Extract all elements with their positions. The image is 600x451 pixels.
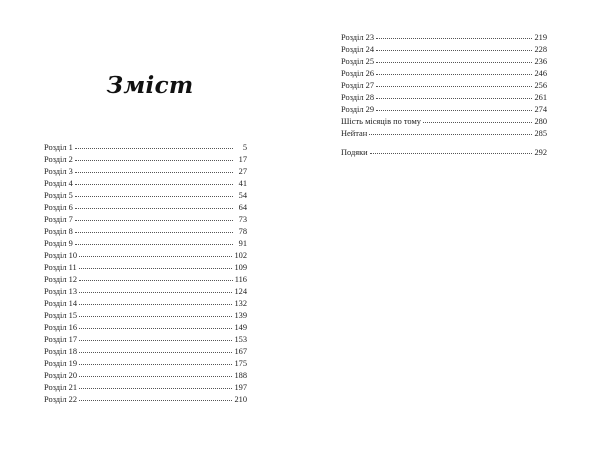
dot-leader	[376, 90, 532, 99]
dot-leader	[79, 308, 232, 317]
toc-entry-page-number: 274	[534, 105, 547, 114]
toc-title: Зміст	[106, 72, 194, 99]
toc-entry-label: Нейтан	[341, 129, 368, 138]
toc-entry-page-number: 219	[534, 33, 547, 42]
toc-entry-page-number: 197	[234, 383, 247, 392]
toc-entry-label: Розділ 4	[44, 179, 73, 188]
dot-leader	[79, 320, 232, 329]
toc-entry-label: Розділ 15	[44, 311, 78, 320]
dot-leader	[75, 176, 233, 185]
toc-entry[interactable]	[341, 146, 547, 158]
toc-entry-label: Розділ 13	[44, 287, 78, 296]
dot-leader	[79, 356, 232, 365]
toc-entry-page-number: 153	[234, 335, 247, 344]
dot-leader	[376, 42, 532, 51]
dot-leader	[75, 152, 233, 161]
dot-leader	[79, 392, 232, 401]
toc-entry-page-number: 102	[234, 251, 247, 260]
dot-leader	[376, 54, 532, 63]
toc-entry-label: Розділ 28	[341, 93, 375, 102]
toc-entry-page-number: 27	[238, 167, 247, 176]
toc-entry-label: Розділ 3	[44, 167, 73, 176]
toc-entry-page-number: 149	[234, 323, 247, 332]
toc-entry-page-number: 64	[238, 203, 247, 212]
dot-leader	[79, 332, 232, 341]
dot-leader	[370, 145, 533, 154]
toc-entry-page-number: 167	[234, 347, 247, 356]
toc-entry-page-number: 41	[238, 179, 247, 188]
toc-entry-label: Розділ 14	[44, 299, 78, 308]
toc-entry-label: Розділ 6	[44, 203, 73, 212]
dot-leader	[75, 212, 233, 221]
toc-entry-label: Розділ 8	[44, 227, 73, 236]
toc-entry-label: Розділ 21	[44, 383, 78, 392]
dot-leader	[79, 284, 232, 293]
toc-entry-label: Розділ 2	[44, 155, 73, 164]
toc-entry-label: Розділ 1	[44, 143, 73, 152]
toc-entry-label: Розділ 5	[44, 191, 73, 200]
dot-leader	[75, 200, 233, 209]
dot-leader	[79, 248, 232, 257]
dot-leader	[376, 66, 532, 75]
toc-entry-page-number: 54	[238, 191, 247, 200]
toc-entry-page-number: 78	[238, 227, 247, 236]
dot-leader	[75, 140, 233, 149]
toc-entry-page-number: 188	[234, 371, 247, 380]
toc-entry[interactable]	[341, 127, 547, 139]
dot-leader	[79, 344, 232, 353]
dot-leader	[79, 380, 232, 389]
dot-leader	[75, 236, 233, 245]
dot-leader	[376, 30, 532, 39]
dot-leader	[376, 102, 532, 111]
toc-entry-label: Шість місяців по тому	[341, 117, 421, 126]
toc-entry-label: Розділ 10	[44, 251, 78, 260]
toc-entry-label: Розділ 9	[44, 239, 73, 248]
dot-leader	[75, 164, 233, 173]
toc-entry-page-number: 73	[238, 215, 247, 224]
toc-entry-label: Розділ 25	[341, 57, 375, 66]
toc-list-left	[44, 141, 247, 405]
toc-entry-label: Розділ 11	[44, 263, 77, 272]
toc-entry[interactable]	[44, 393, 247, 405]
toc-entry-label: Розділ 20	[44, 371, 78, 380]
toc-list-right	[341, 31, 547, 158]
toc-entry-page-number: 261	[534, 93, 547, 102]
toc-entry-label: Розділ 24	[341, 45, 375, 54]
toc-entry-page-number: 17	[238, 155, 247, 164]
toc-entry-label: Розділ 29	[341, 105, 375, 114]
right-page	[300, 0, 600, 451]
toc-entry-page-number: 124	[234, 287, 247, 296]
toc-entry-page-number: 236	[534, 57, 547, 66]
toc-entry-page-number: 280	[534, 117, 547, 126]
dot-leader	[369, 126, 532, 135]
toc-entry-page-number: 5	[242, 143, 247, 152]
dot-leader	[79, 272, 233, 281]
dot-leader	[75, 188, 233, 197]
toc-entry-page-number: 116	[234, 275, 247, 284]
toc-entry-label: Розділ 7	[44, 215, 73, 224]
toc-entry-label: Розділ 16	[44, 323, 78, 332]
toc-entry-label: Розділ 22	[44, 395, 78, 404]
dot-leader	[79, 296, 232, 305]
toc-entry-page-number: 109	[234, 263, 247, 272]
toc-entry-label: Подяки	[341, 148, 368, 157]
toc-entry-page-number: 228	[534, 45, 547, 54]
toc-entry-label: Розділ 18	[44, 347, 78, 356]
toc-entry-label: Розділ 17	[44, 335, 78, 344]
toc-entry-page-number: 139	[234, 311, 247, 320]
toc-entry-page-number: 256	[534, 81, 547, 90]
toc-entry-page-number: 285	[534, 129, 547, 138]
toc-entry-label: Розділ 12	[44, 275, 78, 284]
dot-leader	[376, 78, 532, 87]
dot-leader	[79, 368, 232, 377]
dot-leader	[79, 260, 233, 269]
toc-entry-label: Розділ 19	[44, 359, 78, 368]
toc-entry-label: Розділ 27	[341, 81, 375, 90]
toc-entry-page-number: 91	[238, 239, 247, 248]
toc-entry-page-number: 175	[234, 359, 247, 368]
toc-entry-page-number: 210	[234, 395, 247, 404]
toc-entry-label: Розділ 23	[341, 33, 375, 42]
toc-entry-page-number: 292	[534, 148, 547, 157]
dot-leader	[75, 224, 233, 233]
dot-leader	[423, 114, 532, 123]
toc-entry-page-number: 246	[534, 69, 547, 78]
toc-entry-page-number: 132	[234, 299, 247, 308]
toc-entry-label: Розділ 26	[341, 69, 375, 78]
